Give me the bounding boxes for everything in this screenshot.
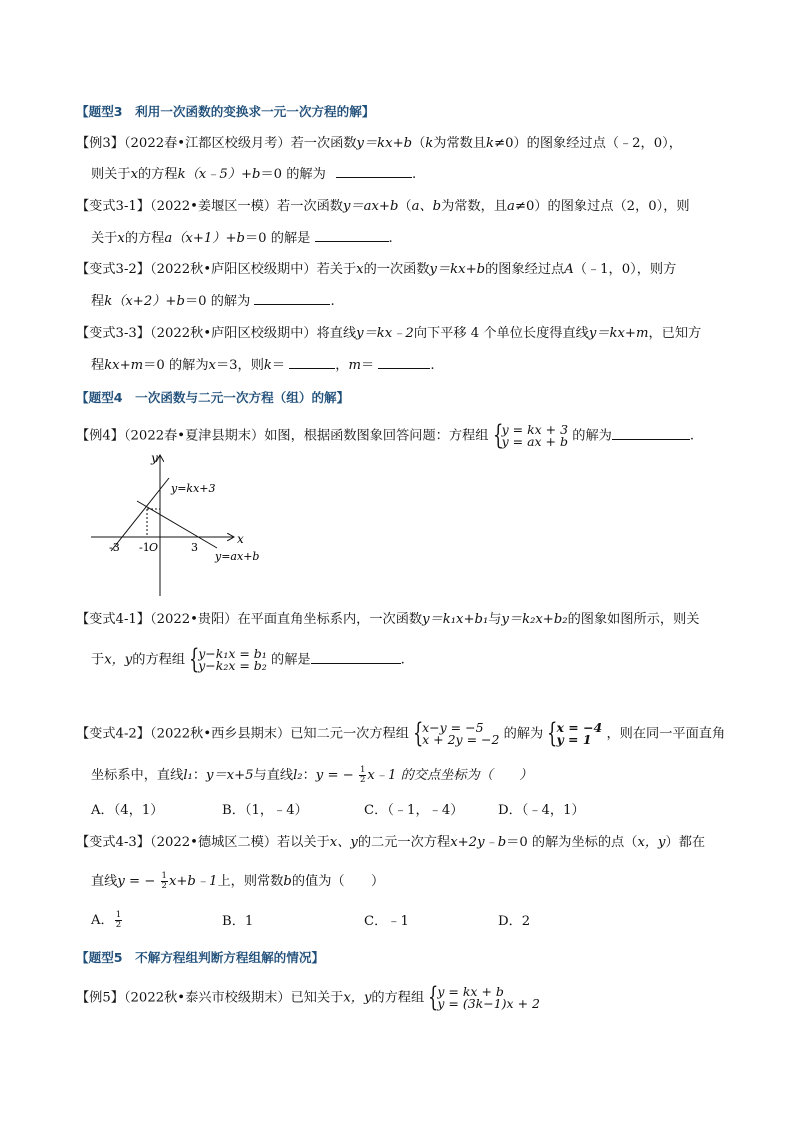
function-graph [85, 448, 285, 600]
variant-4-3-line-1: 【变式4-3】（2022•德城区二模）若以关于x、y的二元一次方程x+2y﹣b＝0 的解为坐标的点（x，y）都在 [76, 835, 706, 850]
variant-3-1-line-1: 【变式3-1】（2022•姜堰区一模）若一次函数y＝ax+b（a、b为常数，且a≠0）的图象过点（2，0），则 [76, 199, 690, 214]
variant-4-2-line-2: 坐标系中，直线l₁：y＝x+5与直线l₂：y = − $\frac{1}{2}$ x﹣1 的交点坐标为（ ） [91, 765, 533, 785]
equation-system: { y−k₁x = b₁ y−k₂x = b₂ [189, 644, 267, 675]
variant-4-3-line-2: 直线y = − $\frac{1}{2}$ x+b﹣1上，则常数b的值为（ ） [91, 871, 385, 891]
equation-system: { y = kx + b y = (3k−1)x + 2 [428, 982, 540, 1013]
variant-3-3-line-1: 【变式3-3】（2022秋•庐阳区校级期中）将直线y＝kx﹣2向下平移 4 个单位长度得直线y＝kx+m，已知方 [76, 326, 702, 341]
equation-system: { x−y = −5 x + 2y = −2 [413, 718, 500, 749]
answer-blank-k[interactable] [289, 356, 335, 369]
tick-minus-1: -1 [139, 541, 150, 554]
variant-4-1-line-2: 于x，y的方程组 { y−k₁x = b₁ y−k₂x = b₂ 的解是 . [91, 644, 405, 675]
variant-4-2-line-1: 【变式4-2】（2022秋•西乡县期末）已知二元一次方程组 { x−y = −5 x + 2y = −2 的解为 { x = −4 y = 1 ，则在同一平面直角 [76, 718, 726, 749]
option-b[interactable]: B．（1，﹣4） [222, 803, 308, 818]
example-5-line: 【例5】（2022秋•泰兴市校级期末）已知关于x，y的方程组 { y = kx + b y = (3k−1)x + 2 [76, 982, 540, 1013]
answer-blank[interactable] [336, 165, 412, 178]
answer-blank[interactable] [612, 427, 690, 440]
origin-label: O [149, 541, 159, 554]
y-axis-label: y [151, 451, 158, 465]
variant-4-1-line-1: 【变式4-1】（2022•贵阳）在平面直角坐标系内，一次函数y＝k₁x+b₁与y＝k₂x+b₂的图象如图所示，则关 [76, 612, 700, 627]
example-3-line-2: 则关于x的方程k（x﹣5）+b＝0 的解为 . [91, 167, 417, 182]
option-c[interactable]: C．﹣1 [364, 914, 409, 929]
option-a[interactable]: A． $\frac{1}{2}$ [91, 910, 122, 930]
fraction-one-half: $\frac{1}{2}$ [115, 910, 122, 930]
example-4-line: 【例4】（2022春•夏津县期末）如图，根据函数图象回答问题：方程组 { y = kx + 3 y = ax + b 的解为 . [76, 420, 695, 451]
variant-3-1-line-2: 关于x的方程a（x+1）+b＝0 的解是 . [91, 231, 393, 246]
tick-3: 3 [191, 541, 198, 554]
section-title-4: 【题型4 一次函数与二元一次方程（组）的解】 [76, 390, 350, 405]
tick-minus-3: -3 [109, 541, 120, 554]
answer-blank[interactable] [315, 229, 389, 242]
option-a[interactable]: A．（4，1） [91, 803, 164, 818]
solution-system: { x = −4 y = 1 [547, 718, 603, 749]
line-2-label: y=ax+b [215, 550, 260, 563]
option-d[interactable]: D．2 [498, 914, 531, 929]
section-title-3: 【题型3 利用一次函数的变换求一元一次方程的解】 [76, 104, 375, 119]
answer-blank-m[interactable] [378, 356, 430, 369]
variant-3-2-line-2: 程k（x+2）+b＝0 的解为 . [91, 294, 335, 309]
option-b[interactable]: B．1 [222, 914, 254, 929]
answer-blank[interactable] [254, 292, 330, 305]
section-title-5: 【题型5 不解方程组判断方程组解的情况】 [76, 950, 325, 965]
variant-3-2-line-1: 【变式3-2】（2022秋•庐阳区校级期中）若关于x的一次函数y＝kx+b的图象经过点A（﹣1，0），则方 [76, 262, 677, 277]
variant-3-3-line-2: 程kx+m＝0 的解为x＝3，则k＝ ，m＝ . [91, 358, 435, 373]
answer-blank[interactable] [311, 651, 401, 664]
example-3-line-1: 【例3】（2022春•江都区校级月考）若一次函数y＝kx+b（k为常数且k≠0）的图象经过点（﹣2，0）， [76, 136, 682, 151]
equation-system: { y = kx + 3 y = ax + b [492, 420, 569, 451]
x-axis-label: x [237, 532, 244, 546]
line-1-label: y=kx+3 [171, 482, 216, 495]
option-c[interactable]: C．（﹣1，﹣4） [364, 803, 464, 818]
fraction-one-half: $\frac{1}{2}$ [161, 871, 167, 891]
fraction-one-half: $\frac{1}{2}$ [359, 765, 366, 785]
option-d[interactable]: D．（﹣4，1） [498, 803, 585, 818]
